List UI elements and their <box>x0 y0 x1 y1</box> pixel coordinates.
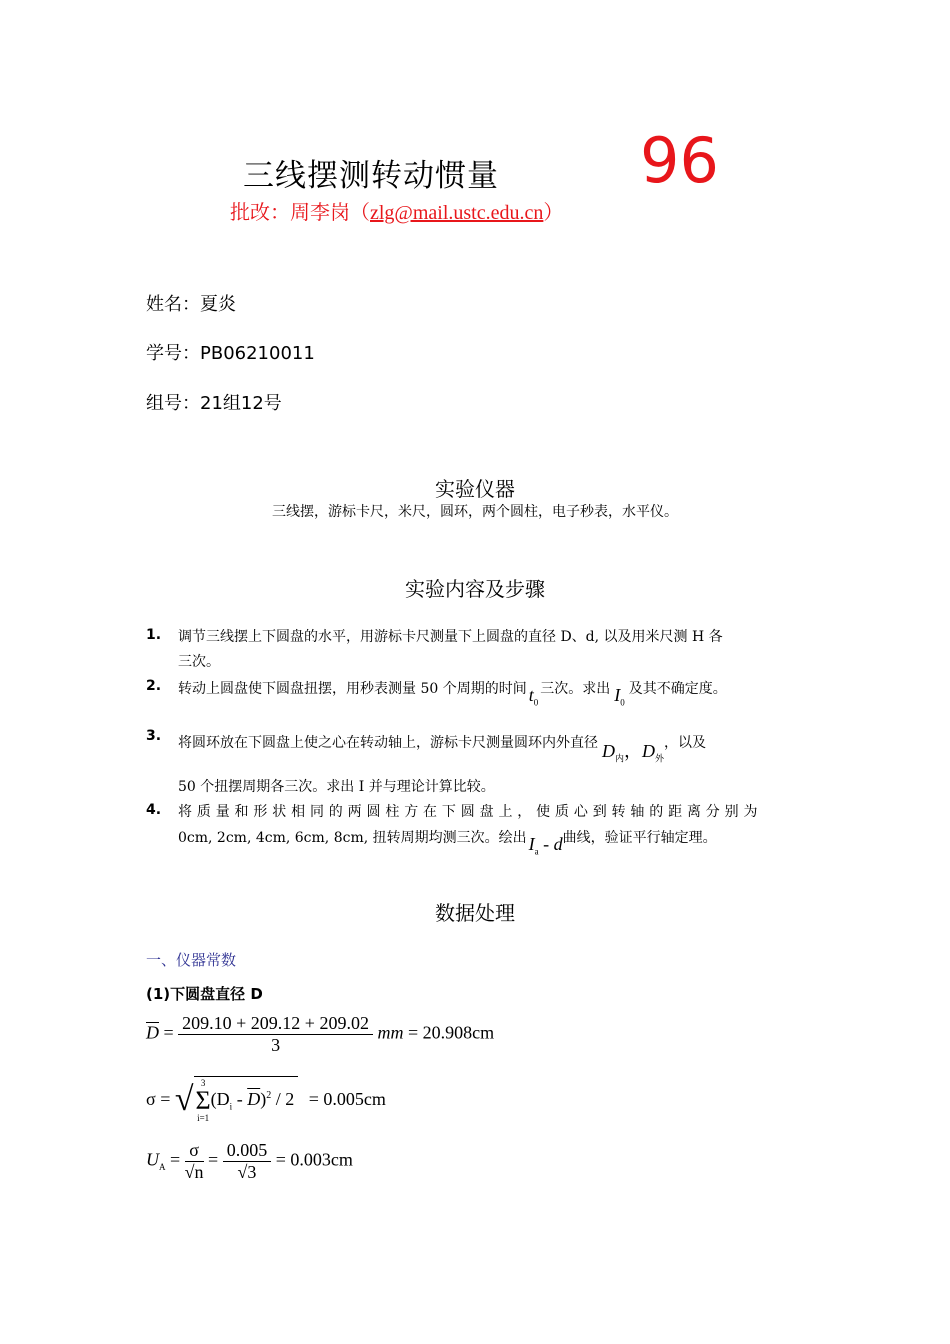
student-name: 姓名：夏炎 <box>146 294 236 315</box>
step-3-line-2: 50 个扭摆周期各三次。求出 I 并与理论计算比较。 <box>178 779 495 795</box>
equipment-heading: 实验仪器 <box>435 477 515 501</box>
grade-score: 96 <box>640 124 719 197</box>
step-number: 2. <box>146 678 162 694</box>
step-2-part-3: 及其不确定度。 <box>628 681 727 697</box>
step-2-symbol-I0: $I_0$ <box>614 685 625 708</box>
step-3-symbol-d-outer: $D_外$ <box>642 741 665 764</box>
step-3-part-2: ，以及 <box>664 735 707 751</box>
step-3-line-1 <box>178 727 707 764</box>
student-group: 组号：21组12号 <box>146 393 282 414</box>
step-2-part-1: 转动上圆盘使下圆盘扭摆，用秒表测量 50 个周期的时间 <box>178 681 527 697</box>
equipment-text: 三线摆，游标卡尺，米尺，圆环，两个圆柱，电子秒表，水平仪。 <box>272 504 678 520</box>
equation-sigma: σ = √ 3 Σ i=1 $(D_i - \overline{D})^2 / 2 = 0.005cm$ <box>146 1078 386 1123</box>
data-item-heading: (1)下圆盘直径 D <box>146 985 263 1003</box>
equation-mean-d: $\overline{D}$ = $\frac{209.10 + 209.12 + 209.02}{3}$ mm = 20.908cm <box>146 1013 495 1055</box>
step-1-line-2: 三次。 <box>178 654 220 670</box>
grader-email-link[interactable]: zlg@mail.ustc.edu.cn <box>370 202 544 224</box>
step-3-sep: ， <box>624 741 643 761</box>
step-3-part-1: 将圆环放在下圆盘上使之心在转动轴上，游标卡尺测量圆环内外直径 <box>178 735 598 751</box>
sqrt-body: 3 Σ i=1 $(D_i - \overline{D})^2 / 2$ <box>194 1076 299 1123</box>
step-1-line-1: 调节三线摆上下圆盘的水平，用游标卡尺测量下上圆盘的直径 D、d, 以及用米尺测 H 各 <box>178 629 723 645</box>
document-title: 三线摆测转动惯量 <box>243 158 499 194</box>
grader-suffix: ） <box>543 202 564 224</box>
fraction: $\frac{0.005}{√3}$ <box>223 1140 272 1183</box>
data-subheading: 一、仪器常数 <box>146 951 237 969</box>
steps-heading: 实验内容及步骤 <box>405 577 545 601</box>
step-4-part-2: 曲线，验证平行轴定理。 <box>562 830 717 846</box>
fraction: $\frac{209.10 + 209.12 + 209.02}{3}$ <box>178 1013 373 1056</box>
step-2-symbol-t0: $t_0$ <box>528 685 539 708</box>
step-number: 3. <box>146 728 162 744</box>
grader-line <box>230 196 563 225</box>
grader-prefix: 批改：周李岗（ <box>230 202 370 224</box>
step-4-line-2 <box>178 826 717 857</box>
student-id: 学号：PB06210011 <box>146 343 315 364</box>
step-number: 4. <box>146 802 162 818</box>
equation-ua: $U_A$ = $\frac{\sigma}{√n}$ = $\frac{0.005}{√3}$ = 0.003cm <box>146 1140 353 1182</box>
step-4-part-1: 0cm, 2cm, 4cm, 6cm, 8cm, 扭转周期均测三次。绘出 <box>178 830 527 846</box>
step-4-line-1: 将 质 量 和 形 状 相 同 的 两 圆 柱 方 在 下 圆 盘 上 ， 使 质 心 到 转 轴 的 距 离 分 别 为 <box>178 804 758 820</box>
step-4-symbol-ia-d: $I_a$ - d <box>528 834 563 857</box>
step-2-text <box>178 677 727 708</box>
sqrt-sign: √ <box>174 1080 194 1118</box>
data-heading: 数据处理 <box>435 901 515 925</box>
fraction: $\frac{\sigma}{√n}$ <box>184 1140 204 1182</box>
step-3-symbol-d-inner: $D_内$ <box>602 741 625 764</box>
step-2-part-2: 三次。求出 <box>540 681 611 697</box>
step-number: 1. <box>146 627 162 643</box>
